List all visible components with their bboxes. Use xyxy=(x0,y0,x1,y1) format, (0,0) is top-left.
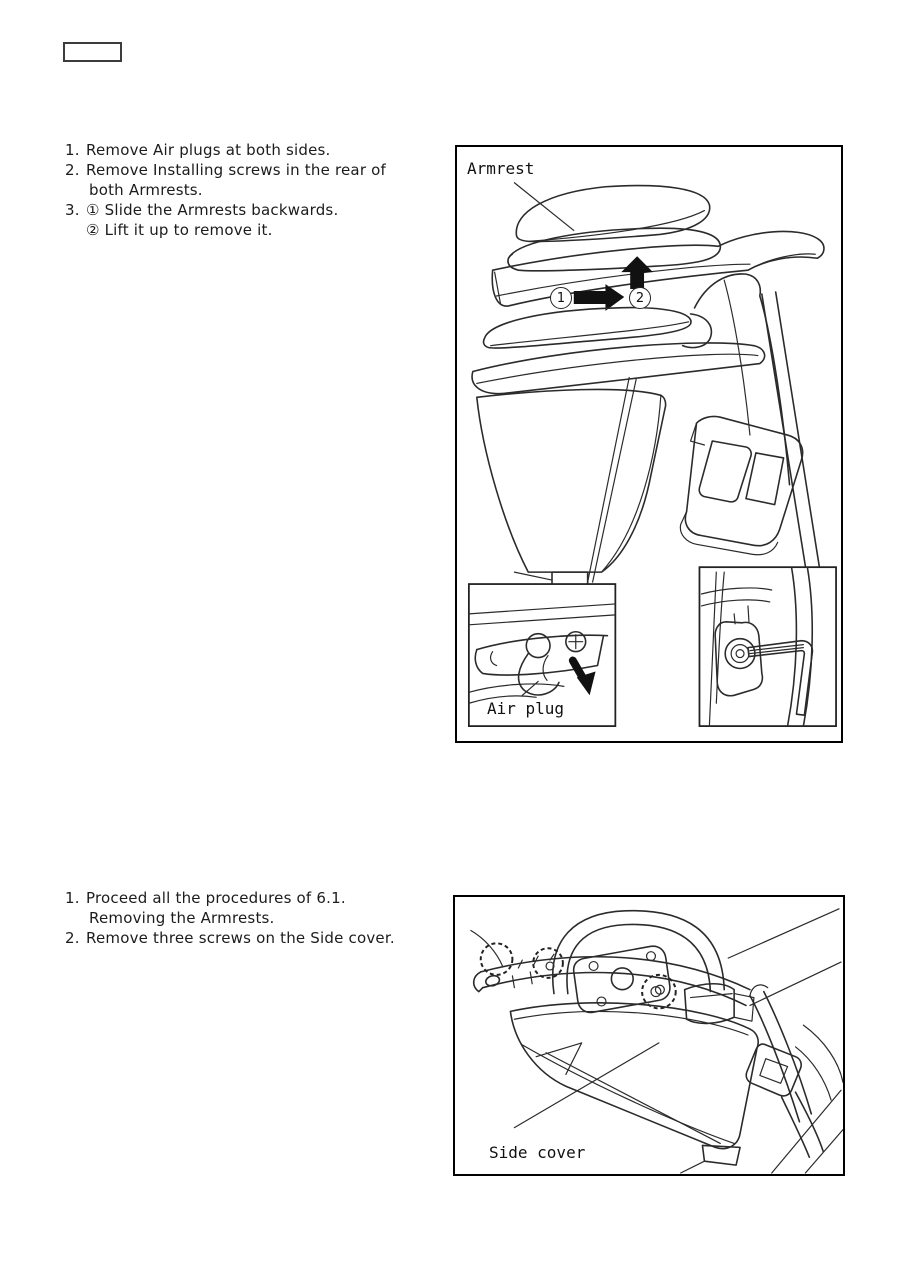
step-text: both Armrests. xyxy=(89,181,203,199)
step-text: Remove Air plugs at both sides. xyxy=(86,141,331,159)
instructions-armrest-removal xyxy=(65,140,386,240)
step-number: 2. xyxy=(65,929,80,947)
background-frame-lines xyxy=(471,909,843,1173)
figure-side-cover xyxy=(453,895,845,1176)
step-text: Remove Installing screws in the rear of xyxy=(86,161,387,179)
step-number: 2. xyxy=(65,161,80,179)
instruction-line xyxy=(65,888,395,908)
step-number: 1. xyxy=(65,889,80,907)
armrest-label: Armrest xyxy=(467,159,535,178)
detached-armrest xyxy=(492,186,824,307)
armrest-figure-drawing xyxy=(457,147,841,741)
instruction-line xyxy=(65,220,386,240)
instruction-line xyxy=(65,908,395,928)
step-text: Proceed all the procedures of 6.1. xyxy=(86,889,346,907)
instruction-line xyxy=(65,140,386,160)
carry-handle xyxy=(553,911,725,994)
instructions-side-cover xyxy=(65,888,395,948)
instruction-line xyxy=(65,928,395,948)
step-text: Removing the Armrests. xyxy=(89,909,275,927)
air-plug-label: Air plug xyxy=(487,699,565,718)
figure-armrest-removal xyxy=(455,145,843,743)
step-text: ① Slide the Armrests backwards. xyxy=(86,201,339,219)
instruction-line xyxy=(65,160,386,180)
callout-2: 2 xyxy=(629,287,651,309)
step-number: 1. xyxy=(65,141,80,159)
callout-1: 1 xyxy=(550,287,572,309)
side-cover-label: Side cover xyxy=(489,1143,586,1162)
chair-body xyxy=(472,274,819,590)
hex-wrench-inset xyxy=(699,567,836,726)
instruction-line xyxy=(65,180,386,200)
step-text: ② Lift it up to remove it. xyxy=(86,221,273,239)
page-label-box xyxy=(63,42,122,62)
side-cover-figure-drawing xyxy=(455,897,843,1174)
strap-and-buckle xyxy=(746,985,823,1157)
instruction-line xyxy=(65,200,386,220)
step-text: Remove three screws on the Side cover. xyxy=(86,929,395,947)
step-number: 3. xyxy=(65,201,80,219)
